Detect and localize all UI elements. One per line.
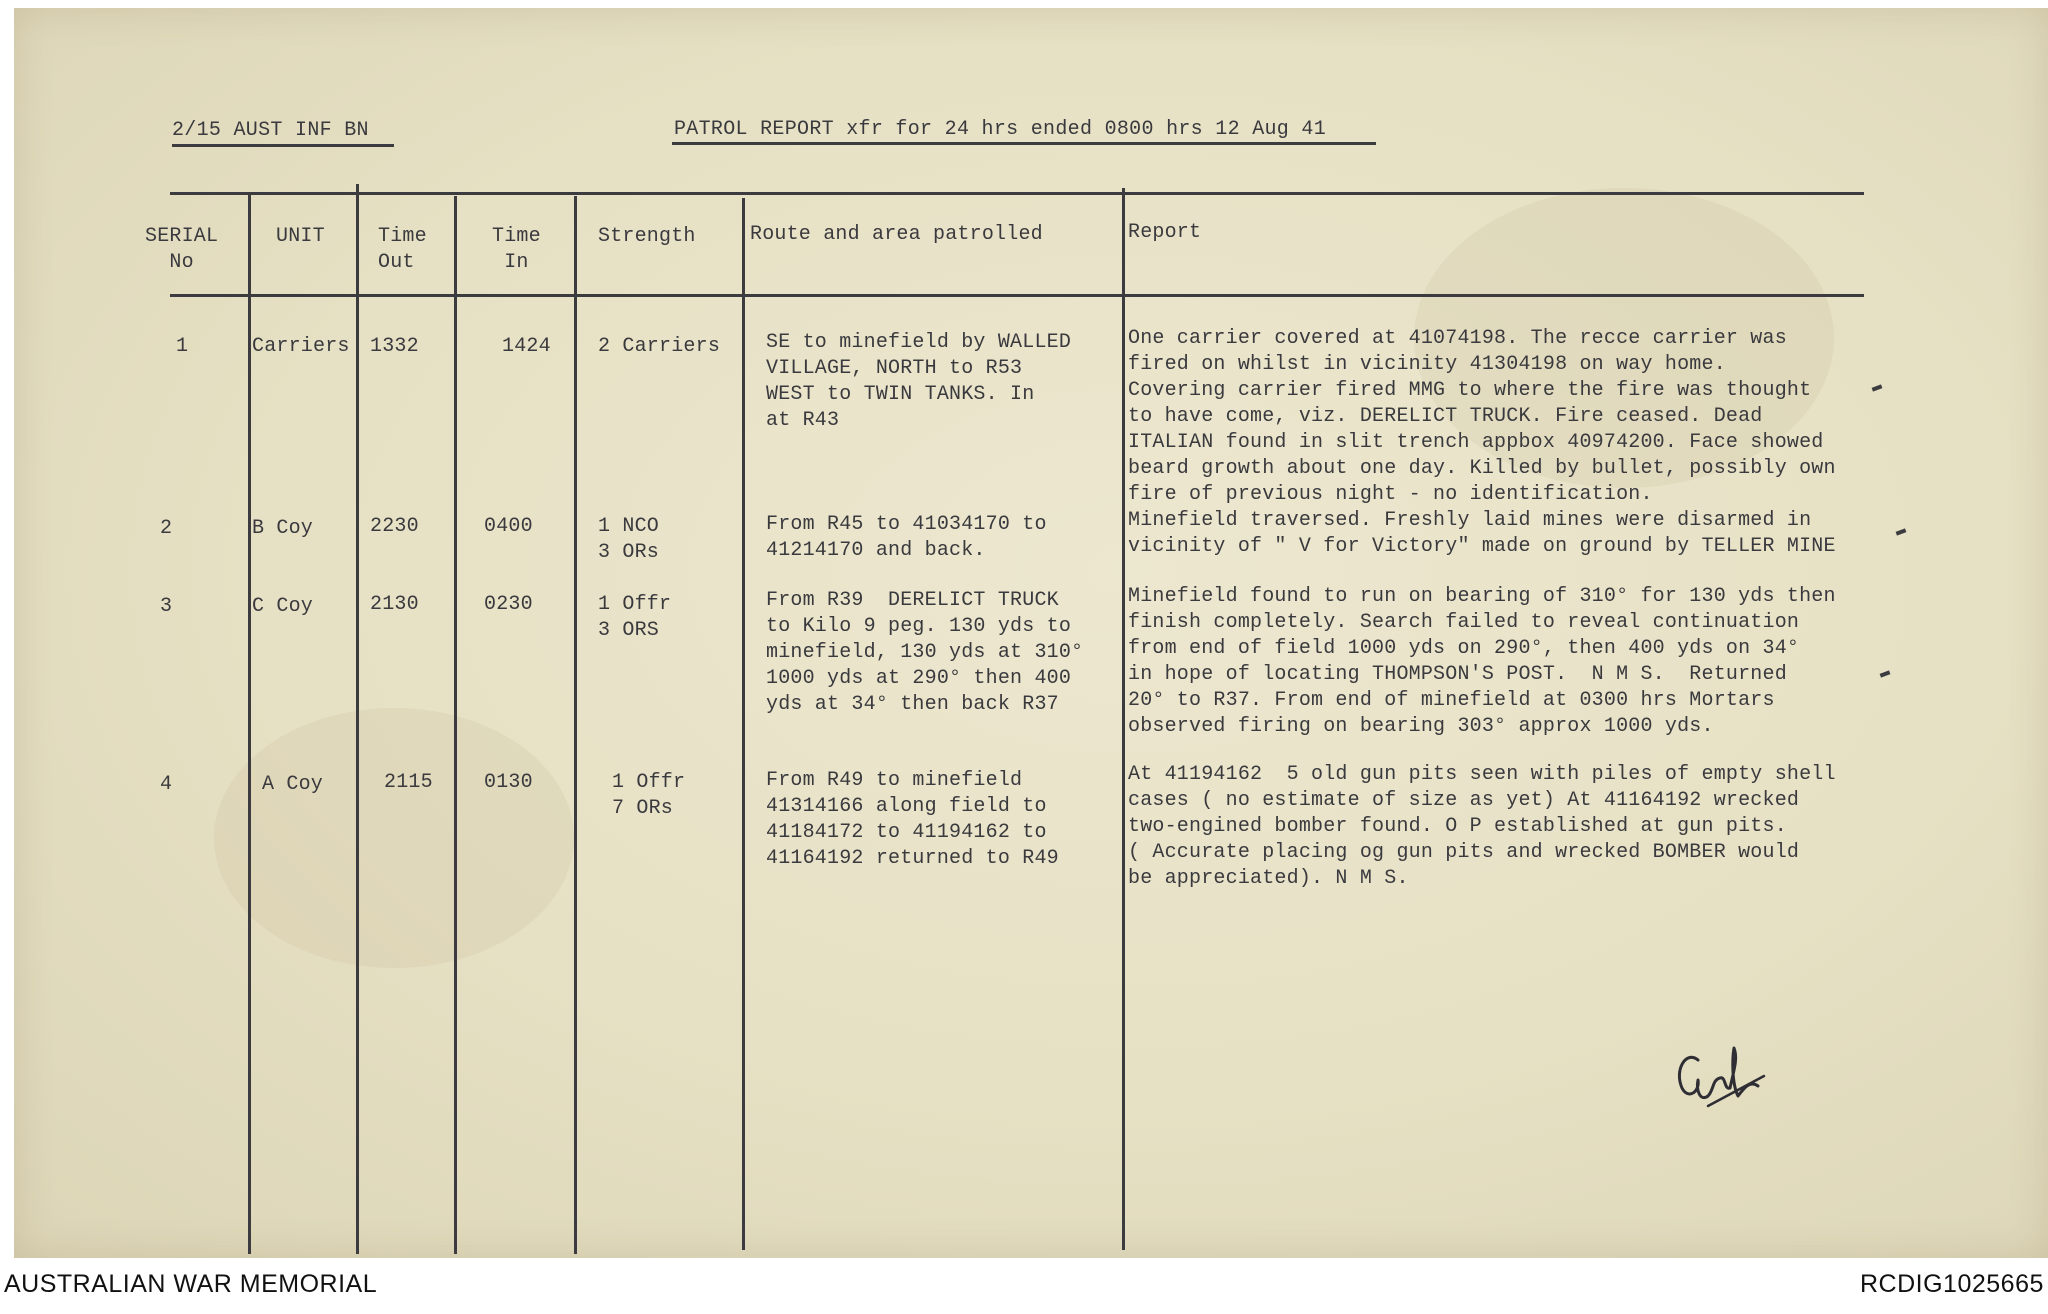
unit-heading: 2/15 AUST INF BN	[172, 119, 369, 142]
table-row-3-serial: 3	[160, 595, 173, 618]
table-row-2-time-in: 0400	[484, 515, 533, 538]
header-route: Route and area patrolled	[750, 223, 1043, 246]
column-divider	[454, 196, 457, 1254]
table-row-2-strength: 1 NCO 3 ORs	[598, 515, 660, 564]
table-row-3-report: Minefield found to run on bearing of 310° for 130 yds then finish completely. Search failed to reveal continuation from end of field 1000 yds on 290°, then 400 yds on 34° in hope of locating THOMPSON'S POST. N M S. Returned 20° to R37. From end of minefield at 0300 hrs Mortars observed firing on bearing 303° approx 1000 yds.	[1128, 585, 1836, 738]
header-time-in: Time In	[492, 225, 541, 274]
header-serial: SERIAL No	[145, 225, 219, 274]
footer-archive-label: AUSTRALIAN WAR MEMORIAL	[4, 1270, 378, 1298]
table-row-1-route: SE to minefield by WALLED VILLAGE, NORTH to R53 WEST to TWIN TANKS. In at R43	[766, 331, 1072, 432]
table-row-1-serial: 1	[176, 335, 189, 358]
report-title-underline	[672, 142, 1376, 145]
table-header-rule	[170, 294, 1864, 297]
table-row-1-report: One carrier covered at 41074198. The recce carrier was fired on whilst in vicinity 41304198 on way home. Covering carrier fired MMG to where the fire was thought to have come, viz. DERELICT TRUCK. Fire ceased. Dead ITALIAN found in slit trench appbox 40974200. Face showed beard growth about one day. Killed by bullet, possibly own fire of previous night - no identification.	[1128, 327, 1836, 506]
table-row-2-serial: 2	[160, 517, 173, 540]
report-title: PATROL REPORT xfr for 24 hrs ended 0800 hrs 12 Aug 41	[674, 118, 1327, 141]
header-strength: Strength	[598, 225, 696, 248]
column-divider	[1122, 188, 1125, 1250]
header-time-out: Time Out	[378, 225, 427, 274]
table-row-4-time-in: 0130	[484, 771, 533, 794]
header-report: Report	[1128, 221, 1202, 244]
table-row-4-unit: A Coy	[262, 773, 324, 796]
footer-record-id: RCDIG1025665	[1860, 1270, 2044, 1298]
table-row-3-unit: C Coy	[252, 595, 314, 618]
table-row-3-strength: 1 Offr 3 ORS	[598, 593, 672, 642]
table-row-2-route: From R45 to 41034170 to 41214170 and back.	[766, 513, 1047, 562]
table-row-4-route: From R49 to minefield 41314166 along field to 41184172 to 41194162 to 41164192 returned to R49	[766, 769, 1059, 870]
table-row-3-time-out: 2130	[370, 593, 419, 616]
header-unit: UNIT	[276, 225, 325, 248]
column-divider	[356, 184, 359, 1254]
table-row-4-serial: 4	[160, 773, 173, 796]
table-row-1-time-out: 1332	[370, 335, 419, 358]
table-row-2-report: Minefield traversed. Freshly laid mines were disarmed in vicinity of " V for Victory" made on ground by TELLER MINE	[1128, 509, 1836, 558]
table-row-3-time-in: 0230	[484, 593, 533, 616]
table-row-1-unit: Carriers	[252, 335, 350, 358]
unit-heading-underline	[172, 144, 394, 147]
table-row-1-strength: 2 Carriers	[598, 335, 721, 358]
table-top-rule	[170, 192, 1864, 195]
paper-stain	[214, 708, 574, 968]
table-row-2-time-out: 2230	[370, 515, 419, 538]
signature-icon	[1668, 1040, 1778, 1115]
column-divider	[574, 196, 577, 1254]
table-row-4-report: At 41194162 5 old gun pits seen with piles of empty shell cases ( no estimate of size as yet) At 41164192 wrecked two-engined bomber found. O P established at gun pits. ( Accurate placing og gun pits and wrecked BOMBER would be appreciated). N M S.	[1128, 763, 1836, 890]
table-row-4-strength: 1 Offr 7 ORs	[612, 771, 686, 820]
column-divider	[248, 192, 251, 1254]
table-row-2-unit: B Coy	[252, 517, 314, 540]
table-row-3-route: From R39 DERELICT TRUCK to Kilo 9 peg. 130 yds to minefield, 130 yds at 310° 1000 yds at 290° then 400 yds at 34° then back R37	[766, 589, 1084, 716]
table-row-1-time-in: 1424	[502, 335, 551, 358]
table-row-4-time-out: 2115	[384, 771, 433, 794]
column-divider	[742, 198, 745, 1250]
